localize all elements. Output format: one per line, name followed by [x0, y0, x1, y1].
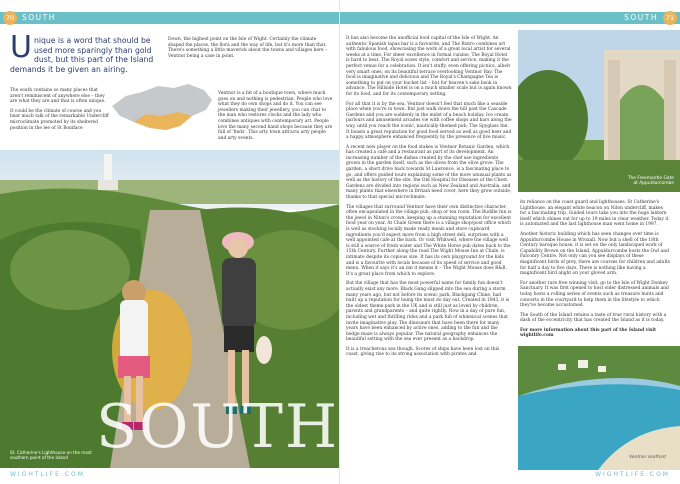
page-number: 70	[3, 11, 17, 25]
more-info: For more information about this part of the Island visit wightlife.com	[520, 327, 657, 339]
photo-caption: Ventnor seafront	[629, 455, 666, 460]
body-paragraph: It is a treacherous sea though. Scores of ships have been lost on this coast, giving rise to its strong association with pirates and	[346, 346, 500, 358]
intro-text: nique is a word that should be used more sparingly than gold dust, but this part of the Island demands it be given an airing.	[10, 36, 154, 74]
body-paragraph: its reliance on the coast guard and lighthouses. St Catherine's Lighthouse, an elegant white beacon on Niton undercliff, makes for a fascinating trip. Guided tours take you into the huge lantern itself which shines out for up to 19 miles in clear weather. Today it is automated and the last lighthouse man went home in 1997.	[520, 200, 669, 228]
section-header-bar	[0, 12, 340, 24]
island-map-icon	[108, 82, 216, 134]
photo-caption: St. Catherine's Lighthouse on the most southern point of the Island	[10, 450, 92, 460]
page-number: 71	[663, 11, 677, 25]
body-paragraph: For all that it is by the sea, Ventnor doesn't feel that much like a seaside place when you're in town. But just walk down the hill past the Cascade Gardens and you are suddenly in the midst of a beach holiday. Ice cream parlours and amusement arcades vie with coffee shops and bars along the way, until you reach the iconic, nautically-themed pub, The Spyglass Inn. It boasts a great reputation for good food served as well as good beer and a happy atmosphere enhanced frequently by the presence of live music.	[346, 101, 512, 141]
drop-cap: U	[10, 30, 32, 65]
body-paragraph: The south contains so many places that aren't reminiscent of anywhere else – they are what they are and that is often unique.	[10, 88, 106, 105]
body-paragraph: The South of the Island retains a taste of true rural history with a dash of the eccentricity that has created the Island as it is today.	[520, 312, 667, 324]
section-label: SOUTH	[22, 13, 56, 22]
body-column-b2	[218, 91, 334, 145]
photo-caption: The Freemantle Gate at Appuldurcombe	[627, 176, 674, 187]
body-column-a	[10, 88, 110, 135]
body-paragraph: The villages that surround Ventnor have their own distinctive character, often encapsulated in the village pub, shop or tea room. The Buddle Inn is the jewel in Niton's crown, keeping up a stunning reputation for excellent food year on year. At Chale Green there is a village shop/post office which is well as stocking locally made ready meals and store cupboard ingredients you'd expect more from a high street deli, surprises with a well appointed cafe at the back. Or visit Whitwell, where the village well is still a source of fresh water and The White Horse pub dates back to the 15th Century. Further along the road The Wight Mouse Inn at Chale, is intimate despite its copious size. It has its own playground for the kids and is a favourite with locals because of its speed of service and good menu. When it says it's an inn it means it – The Wight Mouse does B&B. It's a great place from which to explore.	[346, 204, 512, 277]
right-page	[340, 0, 680, 484]
body-paragraph: But the village that has the most powerful name for family fun doesn't actually exist any more. Black Gang slipped into the sea during a storm many years ago, but not before its scenic park, Blackgang Chine, had built up a reputation for being the must do day out. Created in 1843, it is the oldest theme park in the UK and is still just as loved by children, parents and grandparents – and quite rightly. Now in a day of pure fun, including wet and thrilling rides and a park full of whimsical scenes that invite imaginative play. The dinosaurs that have been there for many years have been enhanced by active ones, adding to the fun and the hedge maze is always popular. The natural geography enhances the beautiful setting with the sea ever present as a backdrop.	[346, 281, 510, 343]
body-paragraph: It has also become the unofficial food capital of the Isle of Wight. An authentic Spanish tapas bar is a favourite, and The Bistro combines art with fabulous food, showcasing the work of a great local artist for several weeks at a time. For sheer excellence in formal cuisine, The Royal Hotel is hard to beat. The Royal oozes style, comfort and service, making it the perfect venue for a celebration. It isn't stuffy, even offering picnics, albeit very smart ones, on its beautiful terrace overlooking Ventnor Bay. The food is imaginative and delicious and The Royal's Champagne Tea is something to put on your bucket list – but for heaven's sake book in advance. The Hillside Hotel is on a much smaller scale but is again known for its food, and for its contemporary setting.	[346, 36, 512, 97]
footer-site: WIGHTLIFE.COM	[10, 471, 85, 478]
body-paragraph: Ventnor is a bit of a boutique town, where much goes on and nothing is pedestrian. People who love what they do own shops and do it. You can see jewellers making their jewellery, you can chat to the man who restores clocks and the lady who combines antiques with contemporary art. People love the many second hand shops because they are full of 'finds'. This arty town attracts arty people and arty events.	[218, 91, 333, 141]
body-paragraph: It could be the climate of course and you hear much talk of the remarkable Undercliff microclimate promoted by its sheltered position in the lee of St Boniface	[10, 108, 109, 131]
section-title-overlay: SOUTH	[96, 392, 340, 462]
body-paragraph: For another rare free winning visit, go to the Isle of Wight Donkey Sanctuary. It was first opened to host older distressed animals and today hosts a rolling series of events such as treasure hunts and concerts in the courtyard to help them in the lifestyle to which they've become accustomed.	[520, 280, 669, 309]
section-label: SOUTH	[624, 13, 658, 22]
gate-photo	[518, 30, 680, 192]
body-paragraph: A recent new player on the food stakes is Ventnor Botanic Garden, which has created a café and a restaurant as part of its development. An increasing number of the dishes created by the chef use ingredients grown in the garden itself, such as the olives from the olive grove. The garden, a short drive back towards St Lawrence, is a fascinating place to go, and offers guided tours explaining some of the more unusual plants as well as the history of the site, the Old Hospital for Diseases of the Chest. Gardens are divided into regions such as New Zealand and Australia, and many plants that elsewhere in Britain need cover, here they grow outside, thanks to that special microclimate.	[346, 144, 512, 201]
body-column-b	[168, 37, 331, 63]
footer-site: WIGHTLIFE.COM	[595, 471, 670, 478]
body-paragraph: Down, the highest point on the Isle of Wight. Certainly the climate shaped the places, the flora and the way of life, but it's more than that. There's something a little maverick about the towns and villages here – Ventnor being a case in point.	[168, 37, 328, 59]
body-column-2	[520, 200, 670, 343]
body-paragraph: Another historic building which has seen changes over time is Appuldurcombe House in Wroxall. Now but a shell of the 18th Century baroque house, it is set on the only landscaped work of Capability Brown on the Island, Appuldurcombe hosts the Owl and Falconry Centre. Not only can you see displays of these magnificent birds of prey, there are courses for children and adults for half a day to five days. There is nothing like having a magnificent bird alight on your gloved arm.	[520, 231, 670, 277]
body-column-1	[346, 36, 512, 362]
seafront-photo	[518, 346, 680, 470]
intro-paragraph	[10, 30, 160, 74]
section-header-bar	[340, 12, 680, 24]
